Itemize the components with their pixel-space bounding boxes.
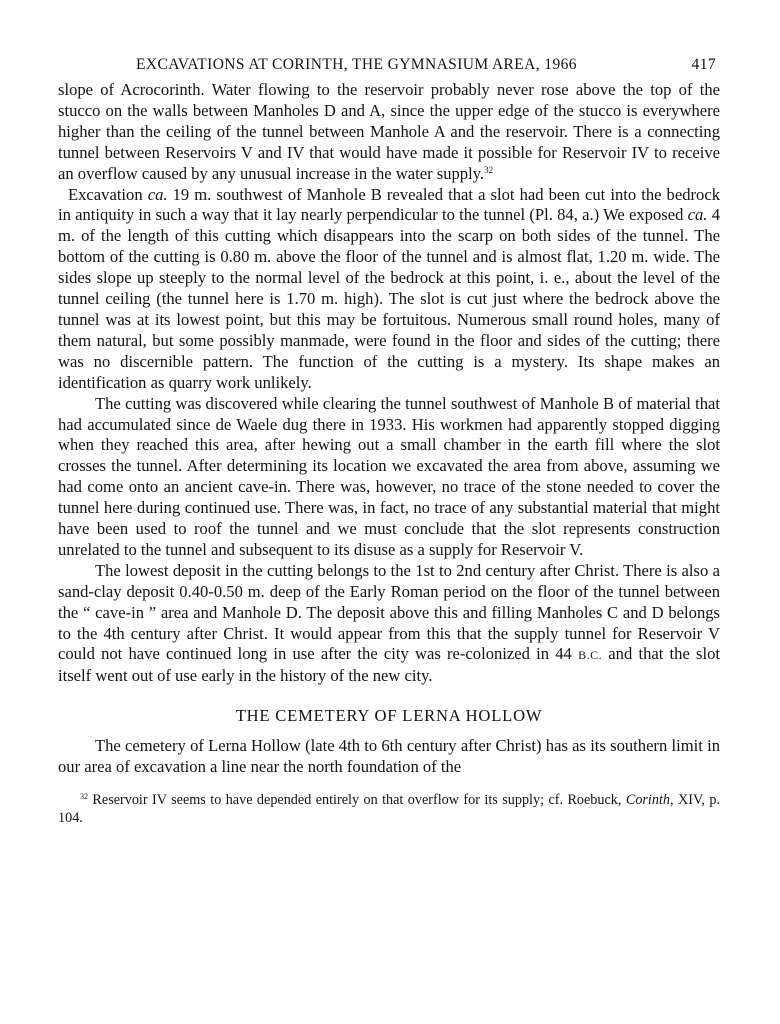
paragraph-2: Excavation ca. 19 m. southwest of Manhole B revealed that a slot had been cut into the bedrock in antiquity in such a way that it lay nearly perpendicular to the tunnel (Pl. 84, a.) We exposed ca. 4 m. of the length of this cutting which disappears into the scarp on both sides of the tunnel. The bottom of the cutting is 0.80 m. above the floor of the tunnel and is almost flat, 1.20 m. wide. The sides slope up steeply to the normal level of the bedrock at this point, i. e., about the level of the tunnel ceiling (the tunnel here is 1.70 m. high). The slot is cut just where the bedrock above the tunnel was at its lowest point, but this may be fortuitous. Numerous small round holes, many of them natural, but some possibly manmade, were found in the floor and sides of the cutting; there was no discernible pattern. The function of the cutting is a mystery. Its shape makes an identification as quarry work unlikely. (58, 184, 720, 392)
running-head (58, 56, 720, 80)
footnote-ref: 32 (484, 164, 494, 175)
paragraph-4: The lowest deposit in the cutting belongs to the 1st to 2nd century after Christ. There is also a sand-clay deposit 0.40-0.50 m. deep of the Early Roman period on the floor of the tunnel between the “ cave-in ” area and Manhole D. The deposit above this and filling Manholes C and D belongs to the 4th century after Christ. It would appear from this that the supply tunnel for Reservoir V could not have continued long in use after the city was re-colonized in 44 B.C. and that the slot itself went out of use early in the history of the new city. (58, 560, 721, 686)
document-page (58, 56, 720, 827)
footnote: $^{32}$ Reservoir IV seems to have depended entirely on that overflow for its supply; cf. Roebuck, Corinth, XIV, p. 104. (58, 792, 720, 826)
page-number: 417 (691, 56, 716, 73)
paragraph-1: slope of Acrocorinth. Water flowing to the reservoir probably never rose above the top of the stucco on the walls between Manholes D and A, since the upper edge of the stucco is everywhere higher than the ceiling of the tunnel between Manhole A and the reservoir. There is a connecting tunnel between Reservoirs V and IV that would have made it possible for Reservoir IV to receive an overflow caused by any unusual increase in the water supply.$^{32}$ (58, 80, 720, 183)
section-heading: THE CEMETERY OF LERNA HOLLOW (235, 706, 543, 726)
footnote-citation: Corinth (625, 792, 671, 809)
footnote-number: 32 (80, 792, 88, 802)
running-head-title: EXCAVATIONS AT CORINTH, THE GYMNASIUM AREA, 1966 (136, 56, 577, 73)
paragraph-5: The cemetery of Lerna Hollow (late 4th to 6th century after Christ) has as its southern limit in our area of excavation a line near the north foundation of the (58, 736, 720, 777)
paragraph-3: The cutting was discovered while clearing the tunnel southwest of Manhole B of material that had accumulated since de Waele dug there in 1933. His workmen had apparently stopped digging when they reached this area, after hewing out a small chamber in the earth fill where the slot crosses the tunnel. After determining its location we excavated the area from above, assuming we had come onto an ancient cave-in. There was, however, no trace of the stone needed to cover the tunnel here during continued use. There was, in fact, no trace of any substantial material that might have been used to roof the tunnel and we must conclude that the slot represents construction unrelated to the tunnel and subsequent to its disuse as a supply for Reservoir V. (58, 393, 720, 559)
body-text (58, 80, 720, 778)
